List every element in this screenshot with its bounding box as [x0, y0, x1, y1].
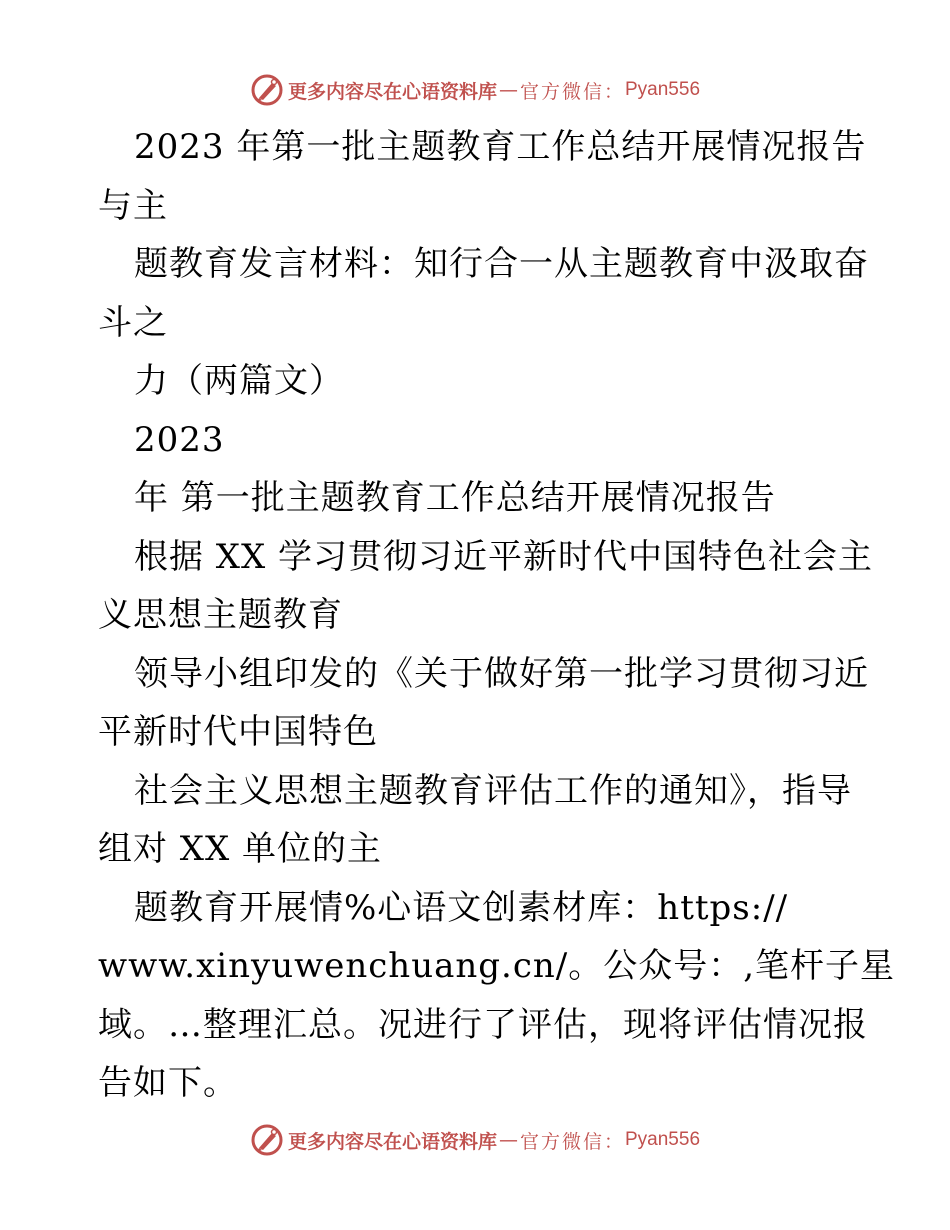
doc-line: 义思想主题教育 — [98, 595, 343, 635]
footer-banner — [0, 1120, 950, 1160]
doc-line: 社会主义思想主题教育评估工作的通知》，指导 — [134, 770, 852, 811]
doc-line: 平新时代中国特色 — [98, 712, 378, 752]
doc-line: 告如下。 — [98, 1063, 238, 1103]
doc-line: 与主 — [98, 185, 168, 226]
banner-brand: 更多内容尽在心语资料库 — [287, 1130, 497, 1153]
doc-line: 年 第一批主题教育工作总结开展情况报告 — [134, 478, 776, 518]
banner-dash: — — [498, 79, 518, 101]
pen-logo-icon — [250, 73, 284, 107]
banner-brand: 更多内容尽在心语资料库 — [287, 80, 497, 103]
banner-wechat-id: Pyan556 — [625, 1129, 701, 1150]
doc-line: 斗之 — [98, 302, 168, 343]
banner-wechat-label: 官方微信： — [519, 1130, 625, 1153]
doc-line: 题教育开展情%心语文创素材库：https:// — [134, 887, 789, 928]
header-banner — [0, 70, 950, 110]
doc-line: 根据 XX 学习贯彻习近平新时代中国特色社会主 — [134, 536, 874, 577]
doc-line: 2023 — [134, 419, 225, 460]
banner-wechat-id: Pyan556 — [625, 79, 701, 100]
doc-line: 2023 年第一批主题教育工作总结开展情况报告 — [134, 127, 867, 167]
doc-line: 题教育发言材料：知行合一从主题教育中汲取奋 — [134, 244, 869, 284]
banner-dash: — — [498, 1129, 518, 1151]
banner-wechat-label: 官方微信： — [519, 80, 625, 103]
document-body — [98, 118, 896, 1113]
doc-line: 领导小组印发的《关于做好第一批学习贯彻习近 — [134, 653, 869, 694]
doc-line: 域。…整理汇总。况进行了评估，现将评估情况报 — [98, 1004, 868, 1045]
doc-line: 力（两篇文） — [134, 361, 344, 401]
pen-logo-icon — [250, 1123, 284, 1157]
doc-line: 组对 XX 单位的主 — [98, 829, 383, 869]
doc-line: www.xinyuwenchuang.cn/。公众号：,笔杆子星 — [98, 946, 896, 986]
